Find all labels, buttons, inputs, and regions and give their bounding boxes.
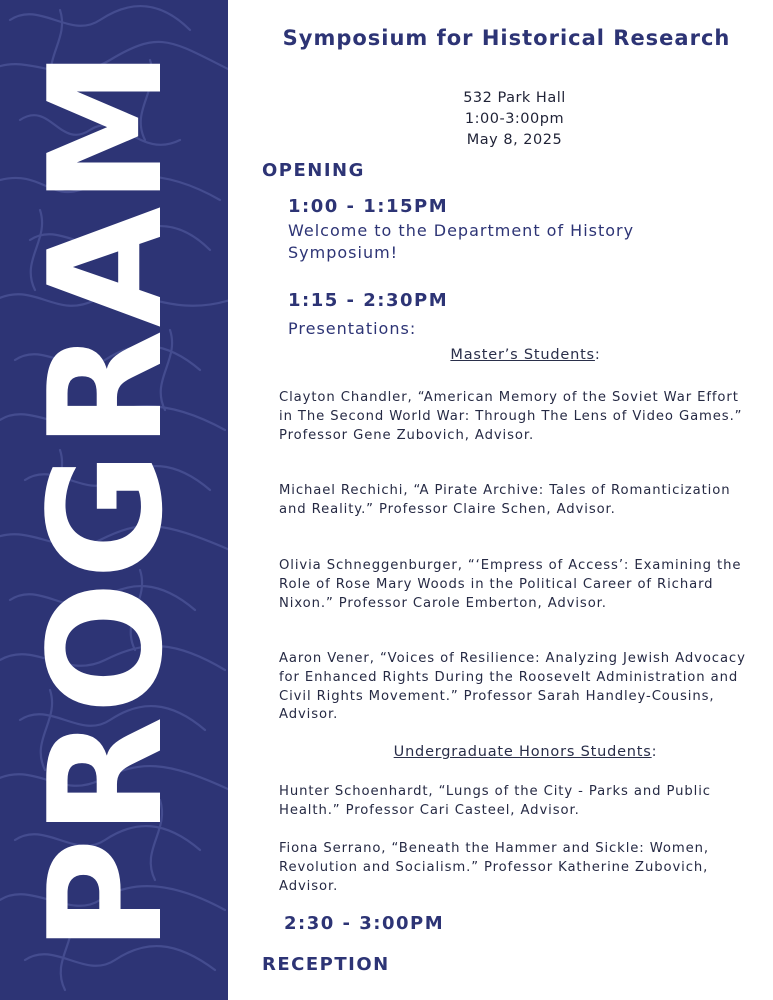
program-vertical-title: PROGRAM — [15, 47, 197, 953]
page-title: Symposium for Historical Research — [282, 26, 731, 50]
opening-slot2-desc: Presentations: — [288, 319, 417, 338]
masters-entry-4: Aaron Vener, “Voices of Resilience: Analyzing Jewish Advocacy for Enhanced Rights During the Roosevelt Administration and Civil Rights Movement.” Professor Sarah Handley-Cousins, Advisor. — [279, 651, 746, 723]
opening-heading: OPENING — [262, 160, 365, 181]
program-content — [228, 0, 773, 1000]
masters-heading: Master’s Students: — [450, 347, 601, 363]
masters-entry-3: Olivia Schneggenburger, “‘Empress of Access’: Examining the Role of Rose Mary Woods in the Political Career of Richard Nixon.” Professor Carole Emberton, Advisor. — [279, 558, 742, 611]
opening-slot1-time: 1:00 - 1:15PM — [288, 196, 449, 217]
opening-slot1-desc: Welcome to the Department of History Symposium! — [288, 221, 635, 262]
event-details — [228, 88, 773, 151]
reception-time: 2:30 - 3:00PM — [284, 913, 445, 934]
reception-heading: RECEPTION — [262, 954, 390, 975]
undergrad-entry-1: Hunter Schoenhardt, “Lungs of the City - Parks and Public Health.” Professor Cari Casteel, Advisor. — [279, 784, 711, 818]
sidebar-panel — [0, 0, 228, 1000]
event-date: May 8, 2025 — [466, 132, 563, 148]
undergrad-entry-2: Fiona Serrano, “Beneath the Hammer and Sickle: Women, Revolution and Socialism.” Professor Katherine Zubovich, Advisor. — [279, 841, 709, 894]
undergrad-heading: Undergraduate Honors Students: — [393, 744, 658, 760]
event-time: 1:00-3:00pm — [464, 111, 565, 127]
masters-entry-2: Michael Rechichi, “A Pirate Archive: Tales of Romanticization and Reality.” Professor Claire Schen, Advisor. — [279, 483, 731, 517]
masters-entry-1: Clayton Chandler, “American Memory of the Soviet War Effort in The Second World War: Through The Lens of Video Games.” Professor Gene Zubovich, Advisor. — [279, 390, 743, 443]
event-location: 532 Park Hall — [463, 90, 566, 106]
opening-slot2-time: 1:15 - 2:30PM — [288, 290, 449, 311]
